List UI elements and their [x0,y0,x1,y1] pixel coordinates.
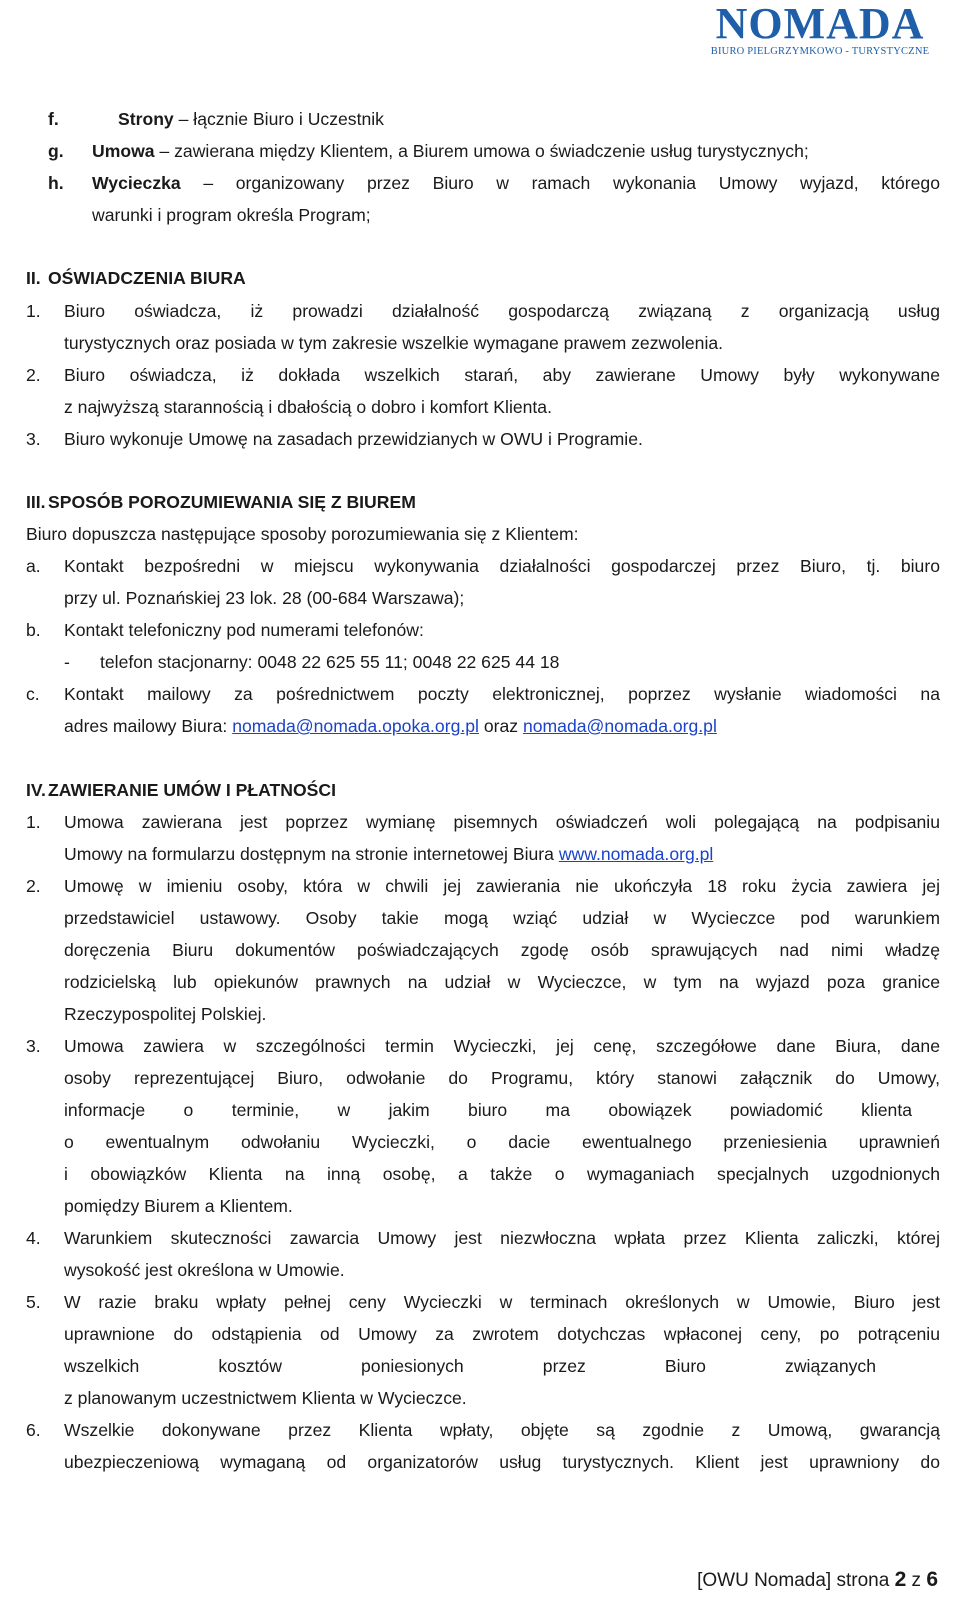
logo-name: NOMADA [715,0,925,48]
section-title: OŚWIADCZENIA BIURA [48,268,246,288]
website-link[interactable]: www.nomada.org.pl [558,844,714,864]
item-text: przedstawiciel ustawowy. Osoby takie mogą wziąć udział w Wycieczce pod warunkiem [64,908,940,928]
dash-bullet: - [64,652,70,672]
section-number: IV. [26,780,46,800]
item-text: o ewentualnym odwołaniu Wycieczki, o dacie ewentualnego przeniesienia uprawnień [64,1132,940,1152]
item-number: 2. [26,876,41,896]
definition-label: h. [48,173,64,193]
section-number: III. [26,492,46,512]
item-text: rodzicielską lub opiekunów prawnych na udział w Wycieczce, w tym na wyjazd poza granice [64,972,940,992]
item-number: 3. [26,429,41,449]
item-text: Umowa zawiera w szczególności termin Wycieczki, jej cenę, szczegółowe dane Biura, dane [64,1036,940,1056]
definition-h-cont: warunki i program określa Program; [92,205,371,225]
item-text: Rzeczypospolitej Polskiej. [64,1004,267,1024]
item-text: z najwyższą starannością i dbałością o dobro i komfort Klienta. [64,397,552,417]
item-number: 4. [26,1228,41,1248]
item-text: z planowanym uczestnictwem Klienta w Wycieczce. [64,1388,467,1408]
definition-term: Wycieczka [92,173,181,193]
item-text: doręczenia Biuru dokumentów poświadczających zgodę osób sprawujących nad nimi władzę [64,940,940,960]
definition-text: – organizowany przez Biuro w ramach wykonania Umowy wyjazd, którego [180,173,940,193]
item-text: wszelkich kosztów poniesionych przez Biuro związanych [64,1356,876,1376]
item-text: ubezpieczeniową wymaganą od organizatorów usług turystycznych. Klient jest uprawniony do [64,1452,940,1472]
item-text: informacje o terminie, w jakim biuro ma obowiązek powiadomić klienta [64,1100,912,1120]
item-text: pomiędzy Biurem a Klientem. [64,1196,293,1216]
item-text: Kontakt mailowy za pośrednictwem poczty elektronicznej, poprzez wysłanie wiadomości na [64,684,940,704]
item-label: c. [26,684,40,704]
page-footer [697,1568,938,1592]
item-number: 1. [26,812,41,832]
definition-text: – łącznie Biuro i Uczestnik [173,109,384,129]
section-title: ZAWIERANIE UMÓW I PŁATNOŚCI [48,780,337,800]
item-text: Umowę w imieniu osoby, która w chwili jej zawierania nie ukończyła 18 roku życia zawiera jej [64,876,940,896]
item-text: Biuro oświadcza, iż dokłada wszelkich starań, aby zawierane Umowy były wykonywane [64,365,940,385]
logo-subtitle: BIURO PIELGRZYMKOWO - TURYSTYCZNE [710,46,930,57]
item-text: i obowiązków Klienta na inną osobę, a także o wymaganiach specjalnych uzgodnionych [64,1164,940,1184]
item-text: Biuro wykonuje Umowę na zasadach przewidzianych w OWU i Programie. [64,429,643,449]
item-text: Warunkiem skuteczności zawarcia Umowy jest niezwłoczna wpłata przez Klienta zaliczki, której [64,1228,940,1248]
item-number: 2. [26,365,41,385]
footer-page-total: 6 [926,1568,938,1591]
definition-term: Umowa [92,141,155,161]
definition-term: Strony [118,109,174,129]
nomada-logo [704,0,936,58]
definition-label: f. [48,109,59,129]
item-text: Biuro oświadcza, iż prowadzi działalność gospodarczą związaną z organizacją usług [64,301,940,321]
email-link-opoka[interactable]: nomada@nomada.opoka.org.pl [232,716,479,736]
item-label: b. [26,620,41,640]
item-text: Umowy na formularzu dostępnym na stronie internetowej Biura www.nomada.org.pl [64,844,714,864]
item-text: Umowa zawierana jest poprzez wymianę pisemnych oświadczeń woli polegającą na podpisaniu [64,812,940,832]
item-text: wysokość jest określona w Umowie. [64,1260,345,1280]
item-text: turystycznych oraz posiada w tym zakresie wszelkie wymagane prawem zezwolenia. [64,333,724,353]
item-text: adres mailowy Biura: nomada@nomada.opoka.org.pl oraz nomada@nomada.org.pl [64,716,717,736]
item-text: W razie braku wpłaty pełnej ceny Wycieczki w terminach określonych w Umowie, Biuro jest [64,1292,940,1312]
email-link-nomada[interactable]: nomada@nomada.org.pl [522,716,717,736]
section-title: SPOSÓB POROZUMIEWANIA SIĘ Z BIUREM [48,492,416,512]
section-number: II. [26,268,41,288]
item-text: Kontakt telefoniczny pod numerami telefonów: [64,620,424,640]
phone-numbers: telefon stacjonarny: 0048 22 625 55 11; 0048 22 625 44 18 [100,652,560,672]
definition-text: – zawierana między Klientem, a Biurem umowa o świadczenie usług turystycznych; [154,141,809,161]
item-text: Kontakt bezpośredni w miejscu wykonywania działalności gospodarczej przez Biuro, tj. biuro [64,556,940,576]
item-number: 3. [26,1036,41,1056]
footer-z: z [911,1570,922,1591]
item-label: a. [26,556,41,576]
item-number: 1. [26,301,41,321]
footer-doc-name: [OWU Nomada] [697,1570,832,1591]
item-number: 6. [26,1420,41,1440]
footer-page-number: 2 [894,1568,907,1591]
item-text: osoby reprezentującej Biuro, odwołanie do Programu, który stanowi załącznik do Umowy, [64,1068,940,1088]
item-text: przy ul. Poznańskiej 23 lok. 28 (00-684 Warszawa); [64,588,465,608]
section-intro: Biuro dopuszcza następujące sposoby porozumiewania się z Klientem: [26,524,579,544]
definition-label: g. [48,141,64,161]
item-text: uprawnione do odstąpienia od Umowy za zwrotem dotychczas wpłaconej ceny, po potrąceniu [64,1324,940,1344]
item-text: Wszelkie dokonywane przez Klienta wpłaty, objęte są zgodnie z Umową, gwarancją [64,1420,940,1440]
footer-strona: strona [836,1570,890,1591]
item-number: 5. [26,1292,41,1312]
